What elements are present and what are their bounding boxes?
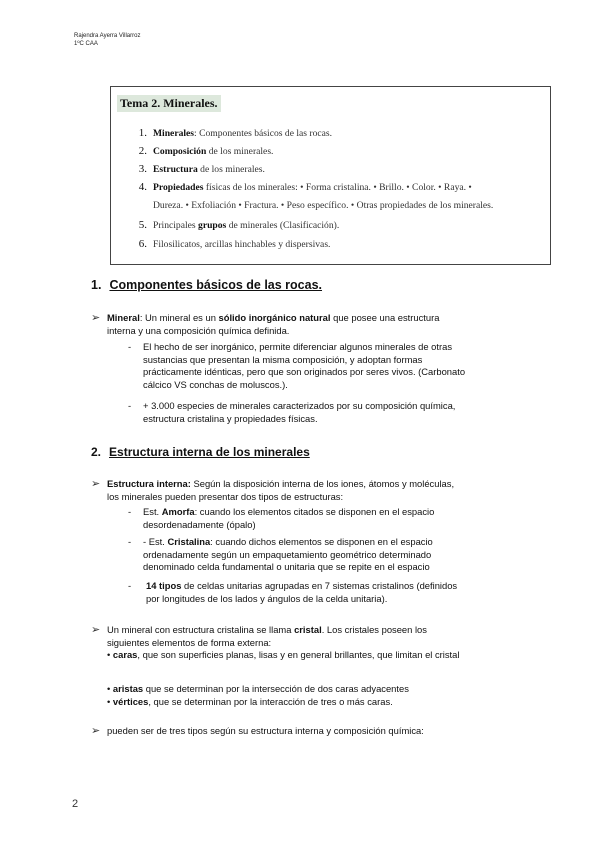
arrow-bullet-icon: ➢ xyxy=(91,725,101,737)
author-name: Rajendra Ayerra Villarroz xyxy=(74,33,141,39)
paragraph: pueden ser de tres tipos según su estructura interna y composición química: xyxy=(107,725,424,736)
course-label: 1ºC CAA xyxy=(74,41,98,47)
paragraph: Un mineral con estructura cristalina se llama cristal. Los cristales poseen los siguientes elementos de forma externa: • caras, que son superficies planas, lisas y en general brillantes, que limitan el cristal xyxy=(107,624,460,661)
dash-bullet: - xyxy=(128,536,132,547)
paragraph: Mineral: Un mineral es un sólido inorgánico natural que posee una estructura interna y una composición química definida. xyxy=(107,312,440,336)
outline-item: 6. Filosilicatos, arcillas hinchables y dispersivas. xyxy=(138,238,331,250)
arrow-bullet-icon: ➢ xyxy=(91,312,101,324)
outline-item: 3. Estructura de los minerales. xyxy=(138,163,265,175)
list-item: Est. Amorfa: cuando los elementos citados se disponen en el espacio desordenadamente (ópalo) xyxy=(143,506,435,530)
topic-title: Tema 2. Minerales. xyxy=(117,95,221,112)
section-heading: 2. Estructura interna de los minerales xyxy=(91,445,310,459)
dash-bullet: - xyxy=(128,580,132,591)
topic-summary-box xyxy=(110,86,551,265)
list-item: - Est. Cristalina: cuando dichos elementos se disponen en el espacio ordenadamente según un empaquetamiento geométrico determinado denominado celda fundamental o unitaria que se repite en el espacio xyxy=(143,536,433,573)
outline-item: 1. Minerales: Componentes básicos de las rocas. xyxy=(138,127,333,139)
outline-item-continuation: Dureza. • Exfoliación • Fractura. • Peso específico. • Otras propiedades de los minerales. xyxy=(153,200,494,211)
page-number: 2 xyxy=(72,798,79,810)
outline-item: 4. Propiedades físicas de los minerales: • Forma cristalina. • Brillo. • Color. • Raya. • xyxy=(138,181,472,193)
arrow-bullet-icon: ➢ xyxy=(91,478,101,490)
list-item: + 3.000 especies de minerales caracterizados por su composición química, estructura cristalina y propiedades físicas. xyxy=(143,400,456,424)
paragraph: • aristas que se determinan por la intersección de dos caras adyacentes • vértices, que se determinan por la interacción de tres o más caras. xyxy=(107,683,409,707)
paragraph: Estructura interna: Según la disposición interna de los iones, átomos y moléculas, los minerales pueden presentar dos tipos de estructuras: xyxy=(107,478,455,502)
section-heading: 1. Componentes básicos de las rocas. xyxy=(91,278,323,292)
list-item: El hecho de ser inorgánico, permite diferenciar algunos minerales de otras sustancias que presentan la misma composición, y adoptan formas prácticamente idénticas, pero que son originados por seres vivos. (Carbonato cálcico VS conchas de moluscos.). xyxy=(143,341,466,390)
outline-item: 5. Principales grupos de minerales (Clasificación). xyxy=(138,219,340,231)
list-item: 14 tipos de celdas unitarias agrupadas en 7 sistemas cristalinos (definidos por longitudes de los lados y ángulos de la celda unitaria). xyxy=(146,580,458,604)
dash-bullet: - xyxy=(128,341,132,352)
dash-bullet: - xyxy=(128,400,132,411)
arrow-bullet-icon: ➢ xyxy=(91,624,101,636)
outline-item: 2. Composición de los minerales. xyxy=(138,145,274,157)
dash-bullet: - xyxy=(128,506,132,517)
document-header xyxy=(74,32,140,48)
